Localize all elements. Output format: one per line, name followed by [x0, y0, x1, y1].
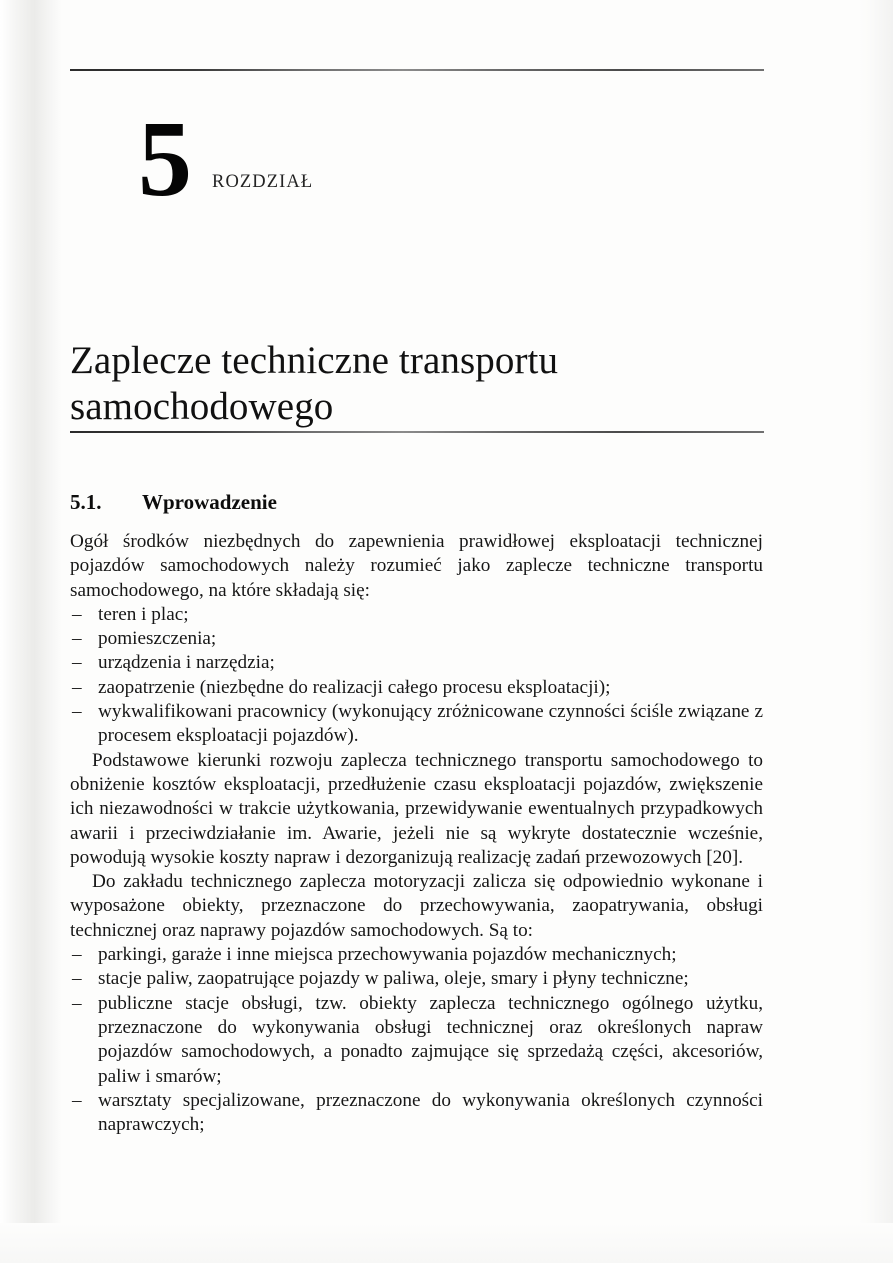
- list-item: – zaopatrzenie (niezbędne do realizacji całego procesu eksploatacji);: [70, 676, 763, 700]
- list-item: – stacje paliw, zaopatrujące pojazdy w paliwa, oleje, smary i płyny techniczne;: [70, 967, 763, 991]
- chapter-opener: [70, 92, 314, 219]
- chapter-number: 5: [138, 99, 190, 219]
- list-item: – teren i plac;: [70, 603, 763, 627]
- dash-list-1: [70, 603, 763, 749]
- header-rule-middle: [70, 431, 764, 433]
- paragraph-1: Ogół środków niezbędnych do zapewnienia prawidłowej eksploatacji technicznej pojazdów samochodowych należy rozumieć jako zaplecze techniczne transportu samochodowego, na które składają się:: [70, 531, 763, 601]
- scan-shadow-left-edge: [0, 0, 62, 1263]
- dash-list-2: [70, 943, 763, 1137]
- header-rule-top: [70, 69, 764, 71]
- chapter-title-line-2: samochodowego: [70, 385, 334, 429]
- chapter-title: [70, 338, 770, 430]
- section-number: 5.1.: [70, 490, 102, 515]
- section-title: Wprowadzenie: [142, 490, 277, 515]
- section-heading: [70, 490, 277, 515]
- list-item: – publiczne stacje obsługi, tzw. obiekty zaplecza technicznego ogólnego użytku, przeznaczone do wykonywania obsługi technicznej oraz określonych napraw pojazdów samochodowych, a ponadto zajmujące się sprzedażą części, akcesoriów, paliw i smarów;: [70, 992, 763, 1089]
- list-item: – parkingi, garaże i inne miejsca przechowywania pojazdów mechanicznych;: [70, 943, 763, 967]
- list-item: – pomieszczenia;: [70, 627, 763, 651]
- chapter-kicker-label: ROZDZIAŁ: [212, 172, 314, 192]
- chapter-title-line-1: Zaplecze techniczne transportu: [70, 339, 559, 383]
- scan-shadow-right-edge: [859, 0, 893, 1263]
- scan-shadow-bottom-edge: [0, 1223, 893, 1263]
- list-item: – warsztaty specjalizowane, przeznaczone do wykonywania określonych czynności naprawczych;: [70, 1089, 763, 1138]
- body-text-block: [70, 530, 763, 1137]
- list-item: – urządzenia i narzędzia;: [70, 651, 763, 675]
- list-item: – wykwalifikowani pracownicy (wykonujący zróżnicowane czynności ściśle związane z procesem eksploatacji pojazdów).: [70, 700, 763, 749]
- paragraph-2: Podstawowe kierunki rozwoju zaplecza technicznego transportu samochodowego to obniżenie kosztów eksploatacji, przedłużenie czasu eksploatacji pojazdów, zwiększenie ich niezawodności w trakcie użytkowania, przewidywanie ewentualnych przypadkowych awarii i przeciwdziałanie im. Awarie, jeżeli nie są wykryte dostatecznie wcześnie, powodują wysokie koszty napraw i dezorganizują realizację zadań przewozowych [20].: [70, 749, 763, 868]
- paragraph-3: Do zakładu technicznego zaplecza motoryzacji zalicza się odpowiednio wykonane i wyposażone obiekty, przeznaczone do przechowywania, zaopatrywania, obsługi technicznej oraz naprawy pojazdów samochodowych. Są to:: [70, 871, 763, 941]
